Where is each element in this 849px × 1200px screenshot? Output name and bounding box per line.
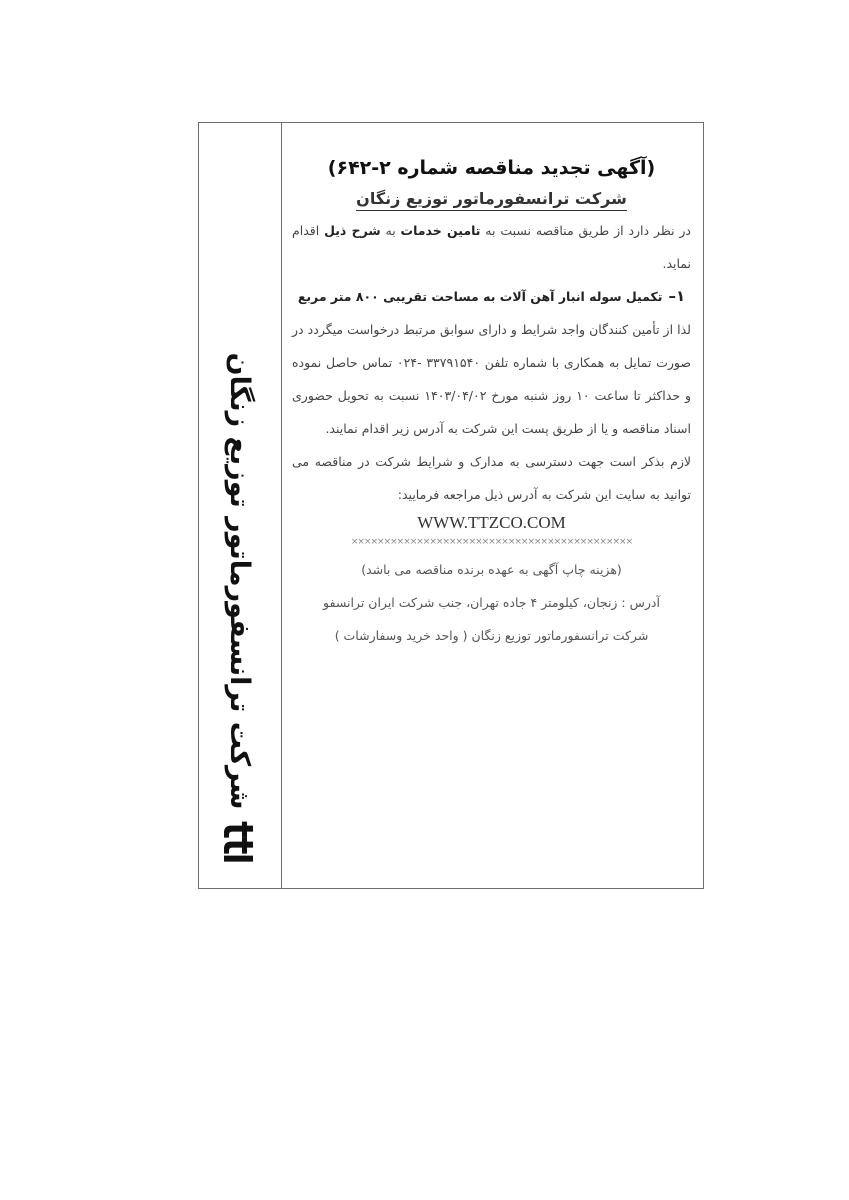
cost-note: (هزینه چاپ آگهی به عهده برنده مناقصه می باشد) xyxy=(361,562,622,577)
intro-part-e: اقدام نماید. xyxy=(292,223,691,271)
tender-item xyxy=(292,280,691,313)
address-line: آدرس : زنجان، کیلومتر ۴ جاده تهران، جنب شرکت ایران ترانسفو xyxy=(323,595,660,610)
ttz-logo-icon xyxy=(223,819,257,863)
notice-frame xyxy=(198,122,704,889)
separator-line: ××××××××××××××××××××××××××××××××××××××××××× xyxy=(350,537,633,547)
tender-item-text: تکمیل سوله انبار آهن آلات به مساحت تقریبی ۸۰۰ متر مربع xyxy=(297,289,663,304)
intro-part-c: به xyxy=(380,223,401,238)
sidebar-company-name: شرکت ترانسفورماتور توزیع زنگان xyxy=(224,352,256,810)
notice-title: (آگهی تجدید مناقصه شماره ۲-۶۴۲) xyxy=(327,157,656,179)
access-paragraph: لازم بذکر است جهت دسترسی به مدارک و شرایط شرکت در مناقصه می توانید به سایت این شرکت به آدرس ذیل مراجعه فرمایید: xyxy=(292,454,691,502)
intro-part-a: در نظر دارد از طریق مناقصه نسبت به xyxy=(480,223,692,238)
department-line: شرکت ترانسفورماتور توزیع زنگان ( واحد خرید وسفارشات ) xyxy=(334,628,649,643)
company-name-text: شرکت ترانسفورماتور توزیع زنگان xyxy=(356,189,627,211)
intro-description: شرح ذیل xyxy=(324,223,381,238)
sidebar-content xyxy=(223,353,257,864)
intro-services: تامین خدمات xyxy=(400,223,481,238)
tender-item-number: ۱– xyxy=(668,287,686,305)
notice-body xyxy=(282,123,703,888)
website-link[interactable]: WWW.TTZCO.COM xyxy=(417,513,566,532)
company-name xyxy=(292,189,691,208)
intro-paragraph xyxy=(292,214,691,280)
sidebar xyxy=(199,123,282,888)
body-paragraph: لذا از تأمین کنندگان واجد شرایط و دارای سوابق مرتبط درخواست میگردد در صورت تمایل به همکاری با شماره تلفن ۳۳۷۹۱۵۴۰ -۰۲۴ تماس حاصل نموده و حداکثر تا ساعت ۱۰ روز شنبه مورخ ۱۴۰۳/۰۴/۰۲ نسبت به تحویل حضوری اسناد مناقصه و یا از طریق پست این شرکت به آدرس زیر اقدام نمایند. xyxy=(292,322,692,436)
